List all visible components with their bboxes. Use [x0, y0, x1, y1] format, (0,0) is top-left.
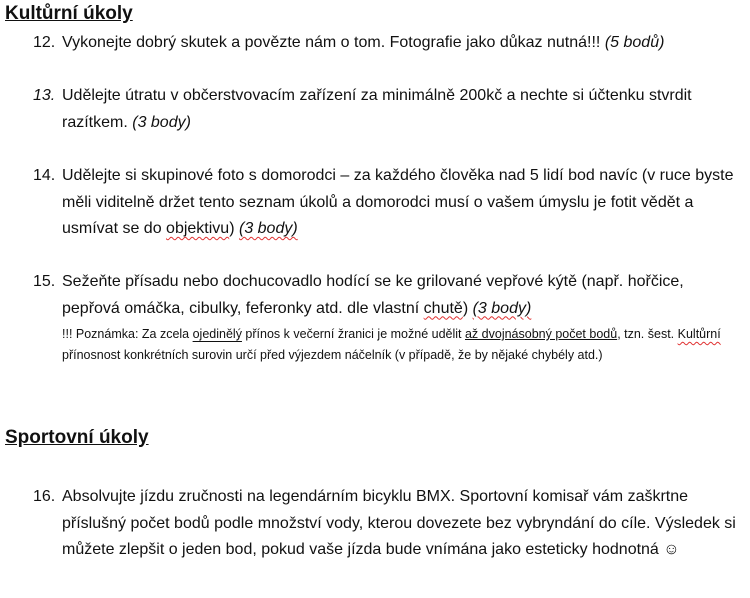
- spellcheck-word: chutě: [423, 299, 463, 317]
- note-emphasis: ojedinělý: [192, 327, 242, 341]
- task-points: (5 bodů): [604, 34, 665, 51]
- task-number: 13.: [33, 87, 56, 104]
- task-number: 14.: [33, 167, 56, 184]
- note-text: , tzn. šest.: [617, 327, 678, 341]
- section-heading-kulturni: Kultůrní úkoly: [5, 3, 133, 24]
- spellcheck-word: Kultůrní: [677, 327, 721, 341]
- task-text: [62, 484, 744, 564]
- task-description: Udělejte si skupinové foto s domorodci – za každého člověka nad 5 lidí bod navíc (v ruce byste měli viditelně držet tento seznam úkolů a domorodci musí o vašem úmyslu je fotit vědět a usmívat se do: [62, 167, 734, 237]
- note-text: přínosnost konkrétních surovin určí před výjezdem náčelník (v případě, že by nějaké chybély atd.): [62, 348, 603, 362]
- task-number: 16.: [33, 488, 56, 505]
- spellcheck-word: objektivu: [166, 220, 230, 237]
- task-description: Sežeňte přísadu nebo dochucovadlo hodící se ke grilované vepřové kýtě (např. hořčice, pepřová omáčka, cibulky, feferonky atd. dle vlastní: [62, 273, 684, 317]
- note-text: !!! Poznámka: Za zcela: [62, 327, 193, 341]
- task-description: Udělejte útratu v občerstvovacím zařízení za minimálně 200kč a nechte si účtenku stvrdit razítkem.: [62, 87, 692, 131]
- task-note: [62, 324, 734, 366]
- task-points: (3 body): [238, 220, 298, 237]
- note-text: přínos k večerní žranici je možné udělit: [241, 327, 465, 341]
- task-text: [62, 30, 744, 57]
- task-number: 15.: [33, 273, 56, 290]
- task-description-end: ): [229, 220, 239, 237]
- task-description: Vykonejte dobrý skutek a povězte nám o tom. Fotografie jako důkaz nutná!!!: [62, 34, 605, 51]
- task-text: [62, 269, 744, 322]
- task-description: Absolvujte jízdu zručnosti na legendárním bicyklu BMX. Sportovní komisař vám zaškrtne příslušný počet bodů podle množství vody, kterou dovezete bez vybryndání do cíle. Výsledek si můžete zlepšit o jeden bod, pokud vaše jízda bude vnímána jako esteticky hodnotná: [62, 488, 736, 558]
- task-description-end: ): [462, 299, 473, 317]
- task-points: (3 body): [132, 113, 191, 131]
- task-points: (3 body): [472, 299, 532, 317]
- task-text: [62, 163, 744, 243]
- task-text: [62, 83, 744, 136]
- task-number: 12.: [33, 34, 56, 51]
- section-heading-sportovni: Sportovní úkoly: [5, 427, 149, 448]
- note-emphasis: až dvojnásobný počet bodů: [464, 327, 618, 341]
- smiley-icon: ☺: [663, 541, 680, 558]
